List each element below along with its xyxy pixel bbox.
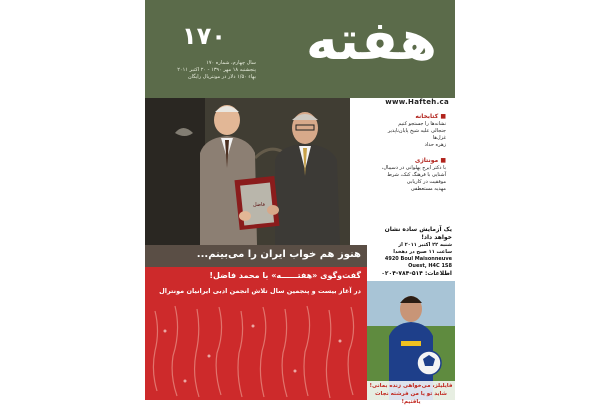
toc-line: جنجالی علیه شیخ پایان‌ناپذیر: [387, 128, 446, 134]
cover-headline: هنوز هم خواب ایران را می‌بینم...: [196, 249, 361, 260]
toc-line: آشنایی با فرهنگ کنک، شرط: [387, 172, 446, 178]
boy-photo-caption: [367, 381, 455, 405]
issue-info: [151, 60, 256, 81]
toc-line: با دکتر ایرج پهلوانی در دسیبال،: [381, 165, 446, 171]
cover-photo: [145, 98, 350, 245]
toc-entry: [354, 113, 446, 149]
book-title: فاضل: [253, 202, 265, 208]
cover-subhead: گفت‌وگوی «هفتــــــه» با محمد فاضل!: [209, 271, 361, 280]
issue-info-line: سال چهارم، شماره ۱۷۰: [206, 60, 256, 66]
event-phone: اطلاعات: ۵۱۴-۷۸۴-۰۲۰۴: [381, 270, 452, 277]
toc-entry: [354, 157, 446, 193]
event-line: ساعت ۱۱ صبح در دهخدا: [393, 249, 452, 255]
website-url[interactable]: www.Hafteh.ca: [385, 98, 449, 106]
toc-line: مهدیه مستعطفی: [410, 186, 446, 192]
toc-line: موفقیت در کاریابی: [406, 179, 446, 185]
bullet-icon: ■: [438, 157, 446, 164]
cover-subhead-2: در آغاز بیست و پنجمین سال تلاش انجمن ادبی ایرانیان مونترال: [159, 287, 361, 295]
event-address: 4920 Boul Maisonneuve Ouest, H4C 1S8: [384, 256, 452, 269]
event-title: یک آزمایش ساده نشان خواهد داد!: [384, 226, 452, 241]
magazine-logo: هفته: [305, 9, 437, 72]
issue-info-line: پنجشنبه ۱۸ مهر ۱۳۹۰ - ۲۰ اکتبر ۲۰۱۱: [177, 67, 256, 73]
feature-panel: [145, 245, 367, 400]
decorative-calligraphy: [145, 301, 367, 400]
issue-number: ۱۷۰: [182, 22, 226, 50]
boy-photo: [367, 281, 455, 405]
toc-line: زهره حداد: [424, 142, 446, 148]
event-box: [367, 225, 455, 281]
toc-line: نشانه‌ها را جستجو کنیم: [398, 121, 446, 127]
caption-line: فایلیلز، می‌خواهی زنده بمانی!: [369, 383, 453, 389]
cover-photo-illustration: [145, 98, 350, 245]
masthead: [145, 0, 455, 98]
toc-line: غزل‌ها: [432, 135, 446, 141]
toc-category: ■ مونتاژی: [414, 157, 446, 164]
issue-info-line: بهاء ۱/۵۰ دلار در مونتریال رایگان: [187, 74, 256, 80]
magazine-cover: [145, 0, 455, 405]
event-line: شنبه ۲۲ اکتبر ۲۰۱۱ از: [398, 242, 452, 248]
toc-category: ■ کتابخانه: [415, 113, 446, 120]
bullet-icon: ■: [438, 113, 446, 120]
caption-line: شاید تو یا من فرشته نجات یافتیم!: [375, 391, 447, 405]
